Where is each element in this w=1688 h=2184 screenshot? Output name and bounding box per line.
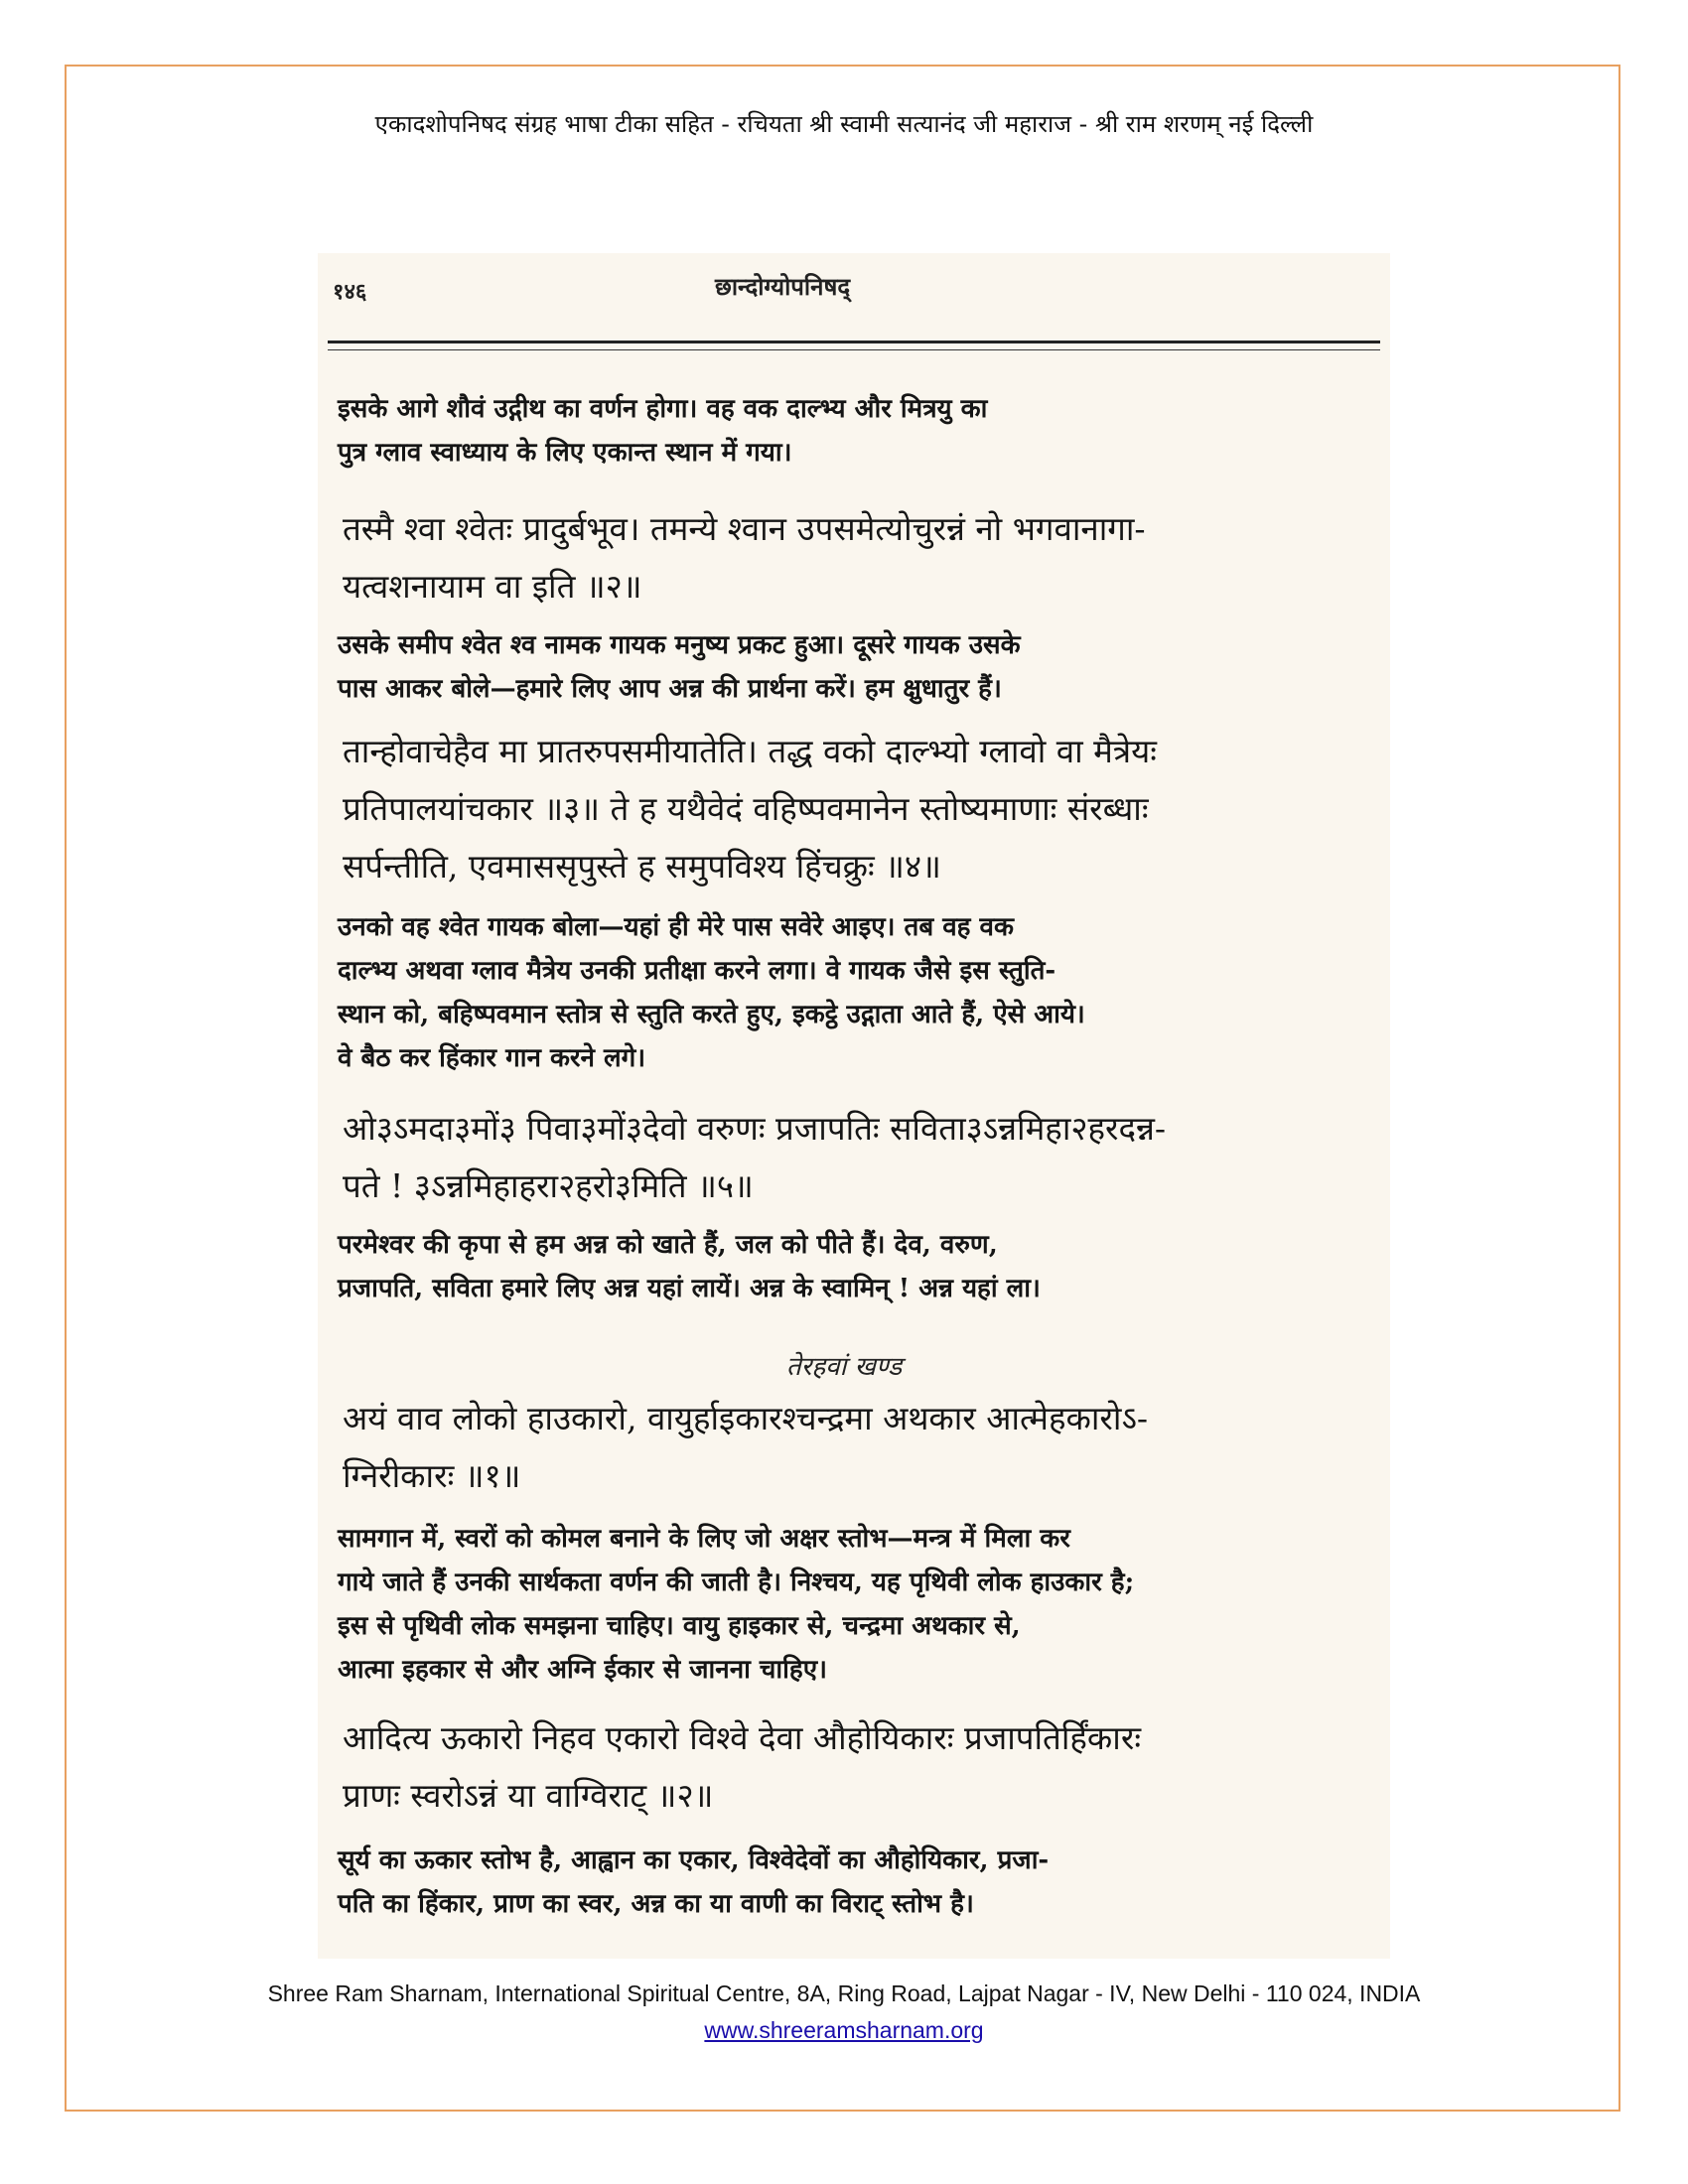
- document-header: एकादशोपनिषद संग्रह भाषा टीका सहित - रचियता श्री स्वामी सत्यानंद जी महाराज - श्री राम शरणम् नई दिल्ली: [374, 110, 1314, 138]
- translation-paragraph-1: इसके आगे शौवं उद्गीथ का वर्णन होगा। वह वक दाल्भ्य और मित्रयु का पुत्र ग्लाव स्वाध्याय के लिए एकान्त स्थान में गया।: [338, 394, 988, 468]
- website-link[interactable]: www.shreeramsharnam.org: [704, 2017, 984, 2043]
- translation-paragraph-6: सूर्य का ऊकार स्तोभ है, आह्वान का एकार, विश्वेदेवों का औहोयिकार, प्रजा- पति का हिंकार, प्राण का स्वर, अन्न का या वाणी का विराट् स्तोभ है।: [338, 1845, 1050, 1919]
- running-head: छान्दोग्योपनिषद्: [715, 272, 851, 301]
- verse-5: ओ३ऽमदा३मों३ पिवा३मों३देवो वरुणः प्रजापतिः सविता३ऽन्नमिहा२हरदन्न- पते ! ३ऽन्नमिहाहरा२हरो३मिति ॥५॥: [343, 1109, 1167, 1205]
- header-rule: [328, 341, 1380, 343]
- section-title: तेरहवां खण्ड: [785, 1352, 903, 1382]
- translation-paragraph-2: उसके समीप श्वेत श्व नामक गायक मनुष्य प्रकट हुआ। दूसरे गायक उसके पास आकर बोले—हमारे लिए आप अन्न की प्रार्थना करें। हम क्षुधातुर हैं।: [338, 630, 1021, 704]
- verse-3-4: तान्होवाचेहैव मा प्रातरुपसमीयातेति। तद्ध वको दाल्भ्यो ग्लावो वा मैत्रेयः प्रतिपालयांचकार ॥३॥ ते ह यथैवेदं वहिष्पवमानेन स्तोष्यमाणाः संरब्धाः सर्पन्तीति, एवमाससृपुस्ते ह समुपविश्य हिंचक्रुः ॥४॥: [343, 732, 1157, 886]
- verse-13-2: आदित्य ऊकारो निहव एकारो विश्वे देवा औहोयिकारः प्रजापतिर्हिंकारः प्राणः स्वरोऽन्नं या वाग्विराट् ॥२॥: [343, 1718, 1141, 1815]
- page-number: १४६: [333, 279, 367, 305]
- footer-address: Shree Ram Sharnam, International Spiritual Centre, 8A, Ring Road, Lajpat Nagar - IV, New Delhi - 110 024, INDIA: [267, 1980, 1421, 2006]
- translation-paragraph-3: उनको वह श्वेत गायक बोला—यहां ही मेरे पास सवेरे आइए। तब वह वक दाल्भ्य अथवा ग्लाव मैत्रेय उनकी प्रतीक्षा करने लगा। वे गायक जैसे इस स्तुति- स्थान को, बहिष्पवमान स्तोत्र से स्तुति करते हुए, इकट्ठे उद्गाता आते हैं, ऐसे आये। वे बैठ कर हिंकार गान करने लगे।: [338, 912, 1085, 1073]
- verse-13-1: अयं वाव लोको हाउकारो, वायुर्हाइकारश्चन्द्रमा अथकार आत्मेहकारोऽ- ग्निरीकारः ॥१॥: [343, 1399, 1149, 1495]
- header-rule-thin: [328, 349, 1380, 350]
- translation-paragraph-5: सामगान में, स्वरों को कोमल बनाने के लिए जो अक्षर स्तोभ—मन्त्र में मिला कर गाये जाते हैं उनकी सार्थकता वर्णन की जाती है। निश्चय, यह पृथिवी लोक हाउकार है; इस से पृथिवी लोक समझना चाहिए। वायु हाइकार से, चन्द्रमा अथकार से, आत्मा इहकार से और अग्नि ईकार से जानना चाहिए।: [338, 1524, 1135, 1685]
- verse-2: तस्मै श्वा श्वेतः प्रादुर्बभूव। तमन्ये श्वान उपसमेत्योचुरन्नं नो भगवानागा- यत्वशनायाम वा इति ॥२॥: [343, 509, 1146, 606]
- translation-paragraph-4: परमेश्वर की कृपा से हम अन्न को खाते हैं, जल को पीते हैं। देव, वरुण, प्रजापति, सविता हमारे लिए अन्न यहां लायें। अन्न के स्वामिन् ! अन्न यहां ला।: [338, 1230, 1041, 1303]
